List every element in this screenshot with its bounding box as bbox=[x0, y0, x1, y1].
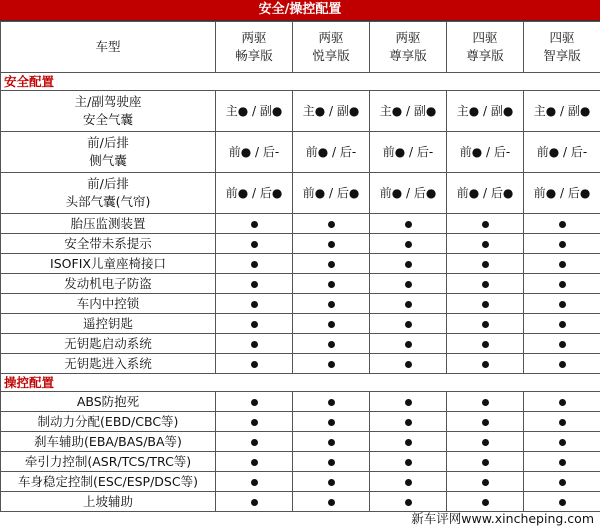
standard-dot-icon bbox=[251, 399, 258, 406]
table-row bbox=[1, 234, 600, 254]
feature-value bbox=[370, 254, 447, 274]
model-header bbox=[216, 22, 293, 73]
feature-value bbox=[293, 354, 370, 374]
feature-name bbox=[1, 334, 216, 354]
feature-value bbox=[524, 354, 600, 374]
feature-value bbox=[524, 274, 600, 294]
feature-value bbox=[216, 294, 293, 314]
model-header bbox=[370, 22, 447, 73]
feature-name bbox=[1, 274, 216, 294]
feature-name bbox=[1, 254, 216, 274]
feature-value bbox=[216, 254, 293, 274]
standard-dot-icon bbox=[559, 341, 566, 348]
standard-dot-icon bbox=[482, 281, 489, 288]
table-row bbox=[1, 412, 600, 432]
model-header bbox=[447, 22, 524, 73]
feature-label: 无钥匙启动系统 bbox=[64, 335, 152, 351]
feature-value bbox=[370, 214, 447, 234]
feature-value: 主● / 副● bbox=[370, 91, 447, 132]
standard-dot-icon bbox=[405, 341, 412, 348]
standard-dot-icon bbox=[559, 499, 566, 506]
standard-dot-icon bbox=[482, 341, 489, 348]
table-row bbox=[1, 392, 600, 412]
model-trim: 智享版 bbox=[543, 48, 581, 63]
feature-value bbox=[370, 334, 447, 354]
feature-value bbox=[293, 254, 370, 274]
feature-value bbox=[447, 432, 524, 452]
feature-value: 前● / 后● bbox=[216, 173, 293, 214]
standard-dot-icon bbox=[251, 419, 258, 426]
standard-dot-icon bbox=[482, 301, 489, 308]
feature-value bbox=[293, 492, 370, 512]
standard-dot-icon bbox=[482, 459, 489, 466]
standard-dot-icon bbox=[559, 361, 566, 368]
feature-label: 上坡辅助 bbox=[82, 493, 133, 509]
feature-label: 胎压监测装置 bbox=[70, 215, 146, 231]
feature-value bbox=[216, 472, 293, 492]
standard-dot-icon bbox=[328, 479, 335, 486]
model-drive: 两驱 bbox=[318, 30, 344, 45]
standard-dot-icon bbox=[559, 459, 566, 466]
feature-value bbox=[293, 334, 370, 354]
standard-dot-icon bbox=[482, 261, 489, 268]
standard-dot-icon bbox=[482, 399, 489, 406]
feature-label: 主/副驾驶座 bbox=[74, 94, 142, 109]
standard-dot-icon bbox=[328, 241, 335, 248]
standard-dot-icon bbox=[482, 439, 489, 446]
standard-dot-icon bbox=[251, 341, 258, 348]
standard-dot-icon bbox=[482, 479, 489, 486]
standard-dot-icon bbox=[251, 281, 258, 288]
feature-name bbox=[1, 214, 216, 234]
feature-value: 主● / 副● bbox=[447, 91, 524, 132]
model-drive: 两驱 bbox=[395, 30, 421, 45]
table-row bbox=[1, 314, 600, 334]
feature-value: 前● / 后● bbox=[524, 173, 600, 214]
feature-value: 前● / 后- bbox=[447, 132, 524, 173]
feature-value: 前● / 后● bbox=[370, 173, 447, 214]
feature-value bbox=[216, 214, 293, 234]
feature-value bbox=[370, 452, 447, 472]
feature-name bbox=[1, 294, 216, 314]
feature-value bbox=[293, 274, 370, 294]
feature-label: 前/后排 bbox=[87, 176, 129, 191]
feature-value bbox=[293, 412, 370, 432]
feature-value bbox=[447, 234, 524, 254]
feature-value bbox=[216, 334, 293, 354]
feature-value bbox=[447, 314, 524, 334]
model-drive: 两驱 bbox=[241, 30, 267, 45]
standard-dot-icon bbox=[328, 221, 335, 228]
feature-value bbox=[447, 354, 524, 374]
feature-value bbox=[370, 472, 447, 492]
standard-dot-icon bbox=[405, 419, 412, 426]
feature-name bbox=[1, 432, 216, 452]
standard-dot-icon bbox=[559, 301, 566, 308]
feature-value bbox=[216, 412, 293, 432]
feature-value bbox=[447, 254, 524, 274]
standard-dot-icon bbox=[482, 241, 489, 248]
standard-dot-icon bbox=[405, 439, 412, 446]
standard-dot-icon bbox=[328, 459, 335, 466]
feature-value bbox=[370, 294, 447, 314]
feature-value bbox=[293, 472, 370, 492]
standard-dot-icon bbox=[559, 321, 566, 328]
feature-value bbox=[293, 294, 370, 314]
feature-value: 前● / 后- bbox=[216, 132, 293, 173]
standard-dot-icon bbox=[251, 261, 258, 268]
feature-label: 遥控钥匙 bbox=[82, 315, 133, 331]
feature-value bbox=[216, 234, 293, 254]
model-trim: 悦享版 bbox=[312, 48, 350, 63]
standard-dot-icon bbox=[405, 399, 412, 406]
table-row bbox=[1, 472, 600, 492]
feature-value bbox=[370, 432, 447, 452]
feature-value bbox=[447, 452, 524, 472]
section-row bbox=[1, 73, 600, 91]
table-row bbox=[1, 354, 600, 374]
section-title: 安全配置 bbox=[1, 73, 600, 91]
standard-dot-icon bbox=[482, 221, 489, 228]
feature-value bbox=[524, 412, 600, 432]
standard-dot-icon bbox=[251, 479, 258, 486]
header-row bbox=[1, 22, 600, 73]
standard-dot-icon bbox=[328, 439, 335, 446]
feature-value bbox=[524, 472, 600, 492]
feature-value bbox=[447, 472, 524, 492]
feature-value bbox=[370, 412, 447, 432]
table-row bbox=[1, 334, 600, 354]
model-drive: 四驱 bbox=[472, 30, 498, 45]
feature-value bbox=[524, 452, 600, 472]
section-title: 操控配置 bbox=[1, 374, 600, 392]
feature-value bbox=[370, 314, 447, 334]
feature-label-line2: 安全气囊 bbox=[82, 112, 133, 127]
model-header bbox=[524, 22, 600, 73]
standard-dot-icon bbox=[559, 439, 566, 446]
feature-name bbox=[1, 492, 216, 512]
feature-value: 主● / 副● bbox=[216, 91, 293, 132]
standard-dot-icon bbox=[251, 301, 258, 308]
standard-dot-icon bbox=[328, 499, 335, 506]
standard-dot-icon bbox=[251, 321, 258, 328]
feature-value bbox=[293, 234, 370, 254]
standard-dot-icon bbox=[251, 221, 258, 228]
feature-value bbox=[370, 274, 447, 294]
feature-value bbox=[524, 294, 600, 314]
standard-dot-icon bbox=[405, 321, 412, 328]
feature-label: ABS防抱死 bbox=[76, 393, 140, 409]
standard-dot-icon bbox=[405, 499, 412, 506]
table-row bbox=[1, 452, 600, 472]
table-row bbox=[1, 274, 600, 294]
feature-value bbox=[293, 432, 370, 452]
feature-name bbox=[1, 354, 216, 374]
standard-dot-icon bbox=[328, 281, 335, 288]
feature-value: 前● / 后- bbox=[524, 132, 600, 173]
feature-value bbox=[447, 214, 524, 234]
table-row bbox=[1, 294, 600, 314]
feature-value bbox=[370, 354, 447, 374]
feature-value bbox=[293, 452, 370, 472]
feature-value bbox=[524, 314, 600, 334]
standard-dot-icon bbox=[559, 261, 566, 268]
standard-dot-icon bbox=[405, 241, 412, 248]
standard-dot-icon bbox=[482, 361, 489, 368]
feature-value bbox=[293, 392, 370, 412]
feature-label: 发动机电子防盗 bbox=[64, 275, 152, 291]
feature-value: 前● / 后● bbox=[447, 173, 524, 214]
standard-dot-icon bbox=[405, 361, 412, 368]
model-trim: 尊享版 bbox=[389, 48, 427, 63]
feature-label: 牵引力控制(ASR/TCS/TRC等) bbox=[24, 453, 192, 469]
table-row bbox=[1, 254, 600, 274]
feature-value bbox=[216, 314, 293, 334]
table-row bbox=[1, 173, 600, 214]
feature-name bbox=[1, 472, 216, 492]
feature-value bbox=[370, 234, 447, 254]
model-drive: 四驱 bbox=[549, 30, 575, 45]
standard-dot-icon bbox=[405, 479, 412, 486]
feature-label: 刹车辅助(EBA/BAS/BA等) bbox=[34, 433, 182, 449]
feature-value bbox=[524, 392, 600, 412]
feature-label: 车身稳定控制(ESC/ESP/DSC等) bbox=[18, 473, 198, 489]
table-title: 安全/操控配置 bbox=[0, 0, 600, 21]
model-trim: 畅享版 bbox=[235, 48, 273, 63]
feature-value bbox=[216, 452, 293, 472]
feature-label: 车内中控锁 bbox=[76, 295, 140, 311]
standard-dot-icon bbox=[251, 439, 258, 446]
site-watermark: 新车评网www.xincheping.com bbox=[411, 511, 594, 526]
table-row bbox=[1, 214, 600, 234]
feature-label-line2: 头部气囊(气帘) bbox=[65, 194, 151, 209]
feature-value bbox=[524, 432, 600, 452]
standard-dot-icon bbox=[405, 281, 412, 288]
feature-name bbox=[1, 314, 216, 334]
feature-value bbox=[447, 334, 524, 354]
standard-dot-icon bbox=[328, 341, 335, 348]
standard-dot-icon bbox=[328, 301, 335, 308]
standard-dot-icon bbox=[405, 459, 412, 466]
feature-name bbox=[1, 173, 216, 214]
standard-dot-icon bbox=[559, 479, 566, 486]
standard-dot-icon bbox=[482, 321, 489, 328]
standard-dot-icon bbox=[405, 301, 412, 308]
standard-dot-icon bbox=[251, 459, 258, 466]
feature-value bbox=[524, 334, 600, 354]
feature-value bbox=[370, 392, 447, 412]
feature-value bbox=[447, 412, 524, 432]
feature-name bbox=[1, 392, 216, 412]
standard-dot-icon bbox=[328, 399, 335, 406]
feature-label: 前/后排 bbox=[87, 135, 129, 150]
standard-dot-icon bbox=[559, 221, 566, 228]
feature-label: 安全带未系提示 bbox=[64, 235, 152, 251]
standard-dot-icon bbox=[251, 361, 258, 368]
standard-dot-icon bbox=[251, 499, 258, 506]
table-row bbox=[1, 91, 600, 132]
feature-value bbox=[524, 254, 600, 274]
feature-value bbox=[293, 314, 370, 334]
standard-dot-icon bbox=[251, 241, 258, 248]
feature-name bbox=[1, 132, 216, 173]
standard-dot-icon bbox=[328, 361, 335, 368]
feature-value bbox=[524, 234, 600, 254]
feature-value: 前● / 后● bbox=[293, 173, 370, 214]
table-row bbox=[1, 432, 600, 452]
feature-value bbox=[447, 274, 524, 294]
feature-value bbox=[216, 354, 293, 374]
standard-dot-icon bbox=[559, 241, 566, 248]
feature-name bbox=[1, 412, 216, 432]
feature-value: 前● / 后- bbox=[370, 132, 447, 173]
standard-dot-icon bbox=[328, 261, 335, 268]
model-header bbox=[293, 22, 370, 73]
section-row bbox=[1, 374, 600, 392]
feature-value bbox=[447, 294, 524, 314]
standard-dot-icon bbox=[405, 261, 412, 268]
table-row bbox=[1, 132, 600, 173]
standard-dot-icon bbox=[405, 221, 412, 228]
feature-name bbox=[1, 234, 216, 254]
standard-dot-icon bbox=[328, 419, 335, 426]
feature-name bbox=[1, 91, 216, 132]
feature-value bbox=[216, 432, 293, 452]
standard-dot-icon bbox=[559, 419, 566, 426]
feature-value: 前● / 后- bbox=[293, 132, 370, 173]
standard-dot-icon bbox=[559, 399, 566, 406]
standard-dot-icon bbox=[482, 499, 489, 506]
model-trim: 尊享版 bbox=[466, 48, 504, 63]
feature-value: 主● / 副● bbox=[524, 91, 600, 132]
model-label: 车型 bbox=[1, 22, 216, 73]
feature-value bbox=[293, 214, 370, 234]
feature-value bbox=[447, 392, 524, 412]
feature-label: 制动力分配(EBD/CBC等) bbox=[37, 413, 179, 429]
feature-value bbox=[216, 492, 293, 512]
standard-dot-icon bbox=[482, 419, 489, 426]
feature-value bbox=[216, 392, 293, 412]
standard-dot-icon bbox=[328, 321, 335, 328]
feature-label: ISOFIX儿童座椅接口 bbox=[50, 255, 166, 271]
feature-label: 无钥匙进入系统 bbox=[64, 355, 152, 371]
feature-value bbox=[524, 214, 600, 234]
feature-value bbox=[216, 274, 293, 294]
feature-name bbox=[1, 452, 216, 472]
spec-table bbox=[0, 21, 600, 512]
feature-label-line2: 侧气囊 bbox=[89, 153, 127, 168]
feature-value: 主● / 副● bbox=[293, 91, 370, 132]
standard-dot-icon bbox=[559, 281, 566, 288]
